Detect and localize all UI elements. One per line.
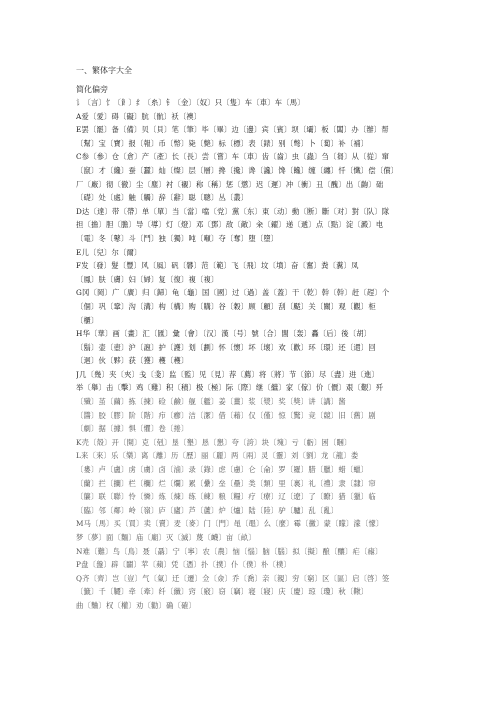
- text-line: E罢〔罷〕备〔備〕贝〔貝〕笔〔筆〕毕〔畢〕边〔邊〕宾〔賓〕坝〔壩〕板〔闆〕办〔辦〕帮: [76, 125, 389, 135]
- text-line: 〔個〕巩〔鞏〕沟〔溝〕构〔構〕购〔購〕谷〔穀〕顾〔顧〕刮〔颳〕关〔關〕观〔觀〕柜: [76, 301, 376, 311]
- text-line: F发〔發〕髮〔豐〕风〔風〕矾〔礬〕范〔範〕飞〔飛〕坟〔墳〕奋〔奮〕粪〔糞〕凤: [76, 261, 359, 271]
- text-line: G冈〔岡〕广〔廣〕归〔歸〕龟〔龜〕国〔國〕过〔過〕盖〔蓋〕干〔乾〕幹〔幹〕赶〔趕〕个: [76, 288, 390, 298]
- section-subtitle: 简化偏旁: [76, 85, 108, 94]
- text-line: 〔殲〕茧〔繭〕拣〔揀〕硷〔鹼〕舰〔艦〕姜〔薑〕浆〔漿〕奖〔獎〕讲〔講〕酱: [76, 397, 346, 407]
- text-line: 〔劇〕据〔據〕惧〔懼〕卷〔捲〕: [76, 424, 189, 434]
- text-line: 〔籤〕千〔韆〕牵〔牽〕纤〔纖〕窍〔竅〕窃〔竊〕寝〔寢〕庆〔慶〕琼〔瓊〕秋〔鞦〕: [76, 587, 369, 597]
- text-line: 〔迴〕伙〔夥〕获〔獲〕穫〔穫〕: [76, 356, 189, 366]
- text-line: D达〔達〕带〔帶〕单〔單〕当〔當〕噹〔党〕黨〔东〕東〔动〕動〔断〕斷〔对〕對〔队〕隊: [76, 206, 390, 216]
- text-line: 曲〔麯〕权〔權〕劝〔勸〕确〔確〕: [76, 600, 196, 610]
- text-line: 讠〔言〕饣〔飠〕纟〔糸〕钅〔金〕〔奴〕只〔隻〕车〔車〕车〔馬〕: [76, 98, 305, 107]
- text-line: 厂〔廠〕彻〔徹〕尘〔塵〕衬〔襯〕称〔稱〕惩〔懲〕迟〔遲〕冲〔衝〕丑〔醜〕出〔齣〕础: [76, 179, 384, 189]
- text-line: 〔醬〕胶〔膠〕阶〔階〕疖〔癤〕洁〔潔〕借〔藉〕仅〔僅〕惊〔驚〕竞〔競〕旧〔舊〕剧: [76, 410, 376, 420]
- text-line: J几〔幾〕夹〔夾〕戋〔戔〕监〔監〕见〔見〕荐〔薦〕将〔將〕节〔節〕尽〔盡〕进〔進〕: [76, 369, 379, 379]
- text-line: 〔竄〕才〔纔〕蚕〔蠶〕灿〔燦〕层〔層〕搀〔攙〕谗〔讒〕馋〔饞〕缠〔纏〕忏〔懺〕偿〔償〕: [76, 165, 399, 175]
- text-line: 〔礎〕处〔處〕触〔觸〕辞〔辭〕聪〔聰〕丛〔叢〕: [76, 193, 249, 203]
- text-line: E儿〔兒〕尔〔爾〕: [76, 247, 142, 257]
- text-line: 〔鬍〕壶〔壺〕沪〔滬〕护〔護〕划〔劃〕怀〔懷〕坏〔壞〕欢〔歡〕环〔環〕还〔還〕回: [76, 342, 376, 352]
- text-line: 举〔舉〕击〔擊〕鸡〔雞〕积〔積〕极〔極〕际〔際〕继〔繼〕家〔傢〕价〔價〕艰〔艱〕歼: [76, 383, 384, 393]
- text-line: 〔幫〕宝〔寶〕报〔報〕币〔幣〕毙〔斃〕标〔標〕表〔錶〕别〔彆〕卜〔蔔〕补〔補〕: [76, 138, 369, 148]
- document-body: [76, 64, 436, 613]
- text-line: 〔臨〕邻〔鄰〕岭〔嶺〕庐〔廬〕芦〔蘆〕炉〔爐〕陆〔陸〕驴〔驢〕乱〔亂〕: [76, 505, 339, 515]
- text-line: H华〔華〕画〔畫〕汇〔匯〕彙〔會〕〔汉〕漢〔号〕號〔合〕閤〔轰〕轟〔后〕後〔胡〕: [76, 329, 372, 339]
- text-line: M马〔馬〕买〔買〕卖〔賣〕麦〔麥〕门〔門〕黾〔黽〕么〔麼〕霉〔黴〕蒙〔矇〕濛〔懞〕: [76, 519, 384, 529]
- text-line: 担〔擔〕胆〔膽〕导〔導〕灯〔燈〕邓〔鄧〕敌〔敵〕籴〔糴〕递〔遞〕点〔點〕淀〔澱〕电: [76, 220, 384, 230]
- text-line: N难〔難〕鸟〔鳥〕聂〔聶〕宁〔寧〕农〔農〕恼〔惱〕脑〔腦〕拟〔擬〕酿〔釀〕疟〔瘧〕: [76, 546, 383, 556]
- text-line: 〔櫃〕: [76, 315, 99, 325]
- text-line: K壳〔殼〕开〔開〕克〔剋〕垦〔墾〕恳〔懇〕夸〔誇〕块〔塊〕亏〔虧〕困〔睏〕: [76, 437, 352, 447]
- text-line: 〔鳳〕肤〔膚〕妇〔婦〕复〔復〕複〔複〕: [76, 274, 219, 284]
- text-line: C参〔參〕仓〔倉〕产〔產〕长〔長〕尝〔嘗〕车〔車〕齿〔齒〕虫〔蟲〕刍〔芻〕从〔從〕窜: [76, 152, 390, 162]
- text-line: A爱〔愛〕碍〔礙〕肮〔骯〕袄〔襖〕: [76, 111, 202, 121]
- text-line: 〔婁〕卢〔盧〕虏〔虜〕卤〔滷〕录〔錄〕虑〔慮〕仑〔侖〕罗〔羅〕腊〔臘〕蜡〔蠟〕: [76, 465, 369, 475]
- text-line: 〔簾〕联〔聯〕怜〔憐〕炼〔煉〕练〔練〕粮〔糧〕疗〔療〕辽〔遼〕了〔瞭〕猎〔獵〕临: [76, 492, 376, 502]
- text-line: L来〔來〕乐〔樂〕离〔離〕历〔歷〕丽〔麗〕两〔兩〕灵〔靈〕刘〔劉〕龙〔龍〕娄: [76, 451, 359, 461]
- text-line: P盘〔盤〕辟〔闢〕苹〔蘋〕凭〔憑〕扑〔撲〕仆〔僕〕朴〔樸〕: [76, 560, 292, 570]
- document-title: 一、繁体字大全: [76, 66, 132, 75]
- text-line: Q齐〔齊〕岂〔豈〕气〔氣〕迁〔遷〕佥〔僉〕乔〔喬〕亲〔親〕穷〔窮〕区〔區〕启〔啓〕签: [76, 573, 390, 583]
- text-line: 梦〔夢〕面〔麵〕庙〔廟〕灭〔滅〕蔑〔衊〕亩〔畝〕: [76, 533, 256, 542]
- text-line: 〔電〕冬〔鼕〕斗〔鬥〕独〔獨〕吨〔噸〕夺〔奪〕堕〔墮〕: [76, 233, 279, 243]
- text-line: 〔蘭〕拦〔攔〕栏〔欄〕烂〔爛〕累〔纍〕垒〔壘〕类〔類〕里〔裏〕礼〔禮〕隶〔隸〕帘: [76, 478, 376, 488]
